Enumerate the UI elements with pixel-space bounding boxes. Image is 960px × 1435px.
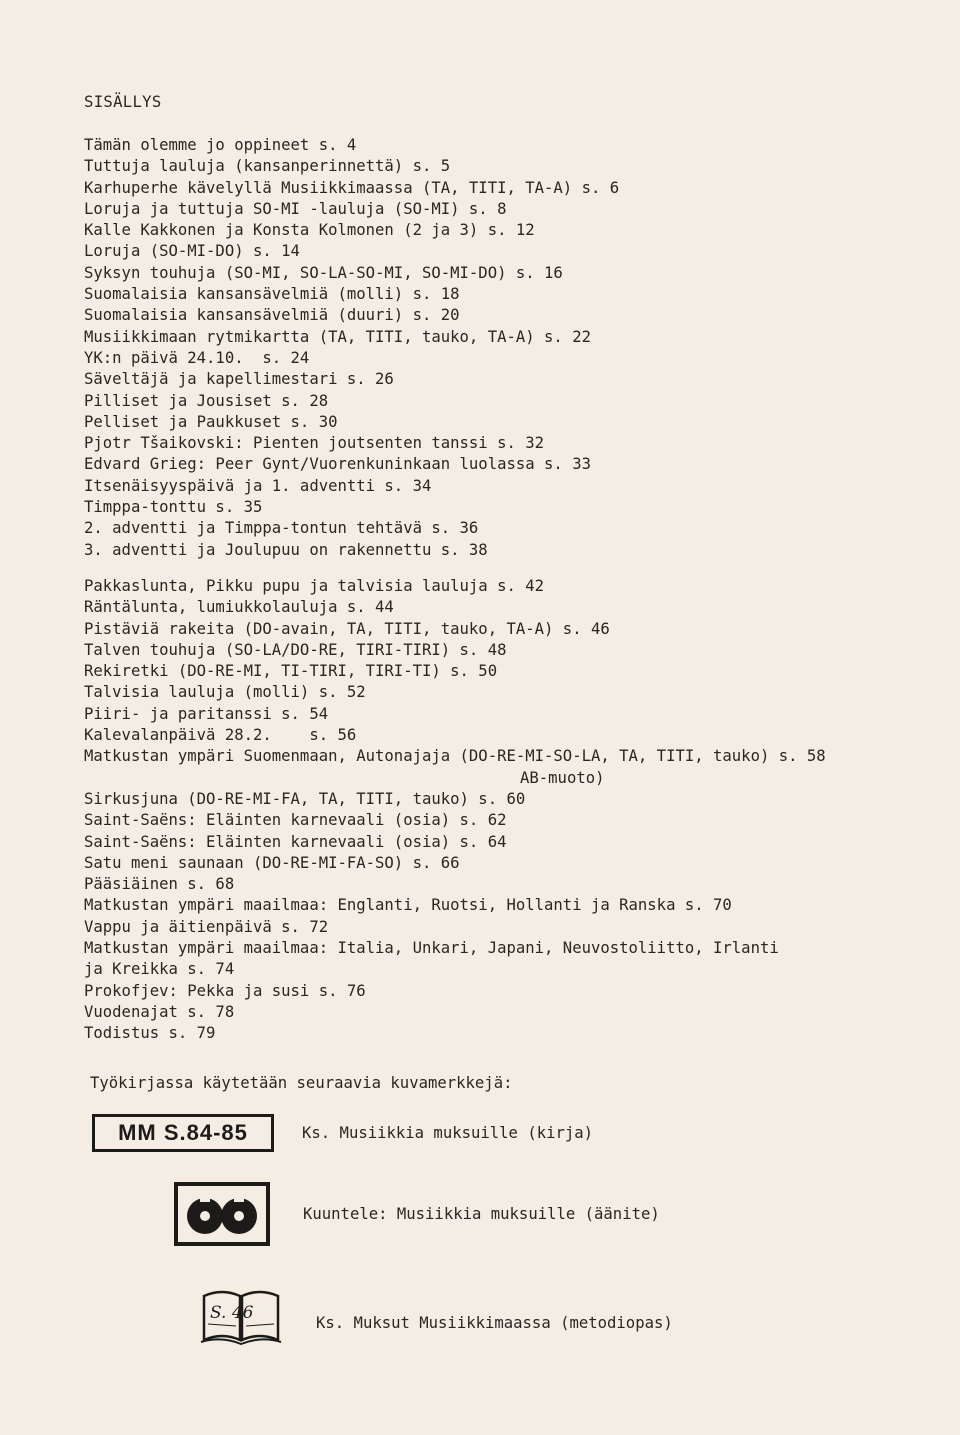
toc-entry-text: Suomalaisia kansansävelmiä (molli) s. 18 (84, 285, 460, 304)
toc-entry (84, 476, 944, 497)
toc-entry-text: Itsenäisyyspäivä ja 1. adventti s. 34 (84, 476, 432, 495)
toc-entry-text: Piiri- ja paritanssi s. 54 (84, 704, 329, 723)
toc-entry (84, 263, 944, 284)
toc-entry-text: Matkustan ympäri Suomenmaan, Autonajaja (DO-RE-MI-SO-LA, TA, TITI, tauko) s. 58 (84, 747, 826, 766)
legend-item-book (92, 1114, 593, 1152)
toc-entry-text: Pelliset ja Paukkuset s. 30 (84, 412, 338, 431)
toc-entry-text: Timppa-tonttu s. 35 (84, 498, 263, 517)
toc-entry-text: Räntälunta, lumiukkolauluja s. 44 (84, 598, 394, 617)
toc-entry (84, 725, 944, 746)
open-book-icon (198, 1284, 284, 1344)
toc-entry (84, 412, 944, 433)
toc-entry (84, 597, 944, 618)
toc-entry-text: Pjotr Tšaikovski: Pienten joutsenten tanssi s. 32 (84, 434, 545, 453)
legend-text: Ks. Musiikkia muksuille (kirja) (302, 1124, 594, 1142)
legend-item-recording (174, 1182, 660, 1246)
toc-entry-text: Pakkaslunta, Pikku pupu ja talvisia lauluja s. 42 (84, 576, 545, 595)
toc-entry (84, 853, 944, 874)
toc-entry-text: Loruja (SO-MI-DO) s. 14 (84, 242, 300, 261)
toc-entry-text: Pistäviä rakeita (DO-avain, TA, TITI, tauko, TA-A) s. 46 (84, 619, 610, 638)
table-of-contents (84, 135, 944, 1044)
toc-entry-text: 3. adventti ja Joulupuu on rakennettu s. 38 (84, 540, 488, 559)
toc-section (84, 576, 944, 1045)
toc-entry-text: Tuttuja lauluja (kansanperinnettä) s. 5 (84, 157, 451, 176)
toc-entry (84, 576, 944, 597)
toc-entry-text: Matkustan ympäri maailmaa: Englanti, Ruotsi, Hollanti ja Ranska s. 70 (84, 896, 732, 915)
toc-entry (84, 540, 944, 561)
toc-entry (84, 178, 944, 199)
toc-entry-text: Edvard Grieg: Peer Gynt/Vuorenkuninkaan luolassa s. 33 (84, 455, 591, 474)
toc-entry (84, 199, 944, 220)
book-page-label: S. 46 (210, 1303, 254, 1323)
toc-entry-text: Satu meni saunaan (DO-RE-MI-FA-SO) s. 66 (84, 853, 460, 872)
legend-text: Ks. Muksut Musiikkimaassa (metodiopas) (316, 1314, 673, 1332)
toc-entry (84, 327, 944, 348)
toc-entry-text: Talven touhuja (SO-LA/DO-RE, TIRI-TIRI) s. 48 (84, 640, 507, 659)
toc-entry-text: Syksyn touhuja (SO-MI, SO-LA-SO-MI, SO-MI-DO) s. 16 (84, 263, 563, 282)
toc-entry (84, 917, 944, 938)
toc-entry (84, 454, 944, 475)
toc-entry-text: Saint-Saëns: Eläinten karnevaali (osia) s. 64 (84, 832, 507, 851)
toc-entry-continuation: ja Kreikka s. 74 (84, 960, 235, 979)
toc-entry (84, 497, 944, 518)
page-title: SISÄLLYS (84, 93, 162, 111)
toc-entry-text: Vappu ja äitienpäivä s. 72 (84, 917, 329, 936)
toc-entry (84, 433, 944, 454)
toc-entry (84, 1002, 944, 1023)
toc-section (84, 135, 944, 561)
toc-entry-text: Tämän olemme jo oppineet s. 4 (84, 136, 357, 154)
toc-entry (84, 640, 944, 661)
toc-entry-text: Vuodenajat s. 78 (84, 1002, 235, 1021)
toc-entry (84, 284, 944, 305)
legend-intro: Työkirjassa käytetään seuraavia kuvamerkkejä: (90, 1074, 513, 1092)
toc-entry (84, 220, 944, 241)
toc-entry-text: Sirkusjuna (DO-RE-MI-FA, TA, TITI, tauko) s. 60 (84, 789, 526, 808)
toc-entry (84, 156, 944, 177)
toc-entry (84, 305, 944, 326)
mm-page-box-icon: MM S.84-85 (92, 1114, 274, 1152)
toc-entry (84, 746, 944, 789)
toc-entry (84, 348, 944, 369)
toc-entry-text: Saint-Saëns: Eläinten karnevaali (osia) s. 62 (84, 811, 507, 830)
legend-item-guide (198, 1284, 673, 1344)
toc-entry (84, 1023, 944, 1044)
toc-entry (84, 895, 944, 916)
toc-entry (84, 241, 944, 262)
toc-entry-text: Prokofjev: Pekka ja susi s. 76 (84, 981, 366, 1000)
toc-entry (84, 704, 944, 725)
legend-text: Kuuntele: Musiikkia muksuille (äänite) (303, 1205, 660, 1223)
toc-entry-text: Musiikkimaan rytmikartta (TA, TITI, tauko, TA-A) s. 22 (84, 327, 591, 346)
toc-entry (84, 789, 944, 810)
tape-reels-icon (174, 1182, 270, 1246)
toc-entry-text: Todistus s. 79 (84, 1024, 216, 1043)
toc-entry-text: Pilliset ja Jousiset s. 28 (84, 391, 329, 410)
toc-entry (84, 619, 944, 640)
toc-entry (84, 391, 944, 412)
toc-entry (84, 938, 944, 981)
toc-entry (84, 369, 944, 390)
toc-entry-text: Kalevalanpäivä 28.2. s. 56 (84, 726, 357, 745)
toc-entry-text: Loruja ja tuttuja SO-MI -lauluja (SO-MI) s. 8 (84, 199, 507, 218)
toc-entry-text: Karhuperhe kävelyllä Musiikkimaassa (TA, TITI, TA-A) s. 6 (84, 178, 620, 197)
toc-entry (84, 682, 944, 703)
toc-entry (84, 832, 944, 853)
toc-entry (84, 981, 944, 1002)
toc-entry-text: Rekiretki (DO-RE-MI, TI-TIRI, TIRI-TI) s. 50 (84, 662, 498, 681)
toc-entry (84, 874, 944, 895)
toc-entry-text: Talvisia lauluja (molli) s. 52 (84, 683, 366, 702)
toc-entry-text: YK:n päivä 24.10. s. 24 (84, 348, 310, 367)
toc-entry-text: Pääsiäinen s. 68 (84, 875, 235, 894)
toc-entry-text: Matkustan ympäri maailmaa: Italia, Unkari, Japani, Neuvostoliitto, Irlanti (84, 938, 779, 957)
toc-entry-text: Kalle Kakkonen ja Konsta Kolmonen (2 ja 3) s. 12 (84, 221, 535, 240)
toc-entry (84, 810, 944, 831)
toc-entry-text: Säveltäjä ja kapellimestari s. 26 (84, 370, 394, 389)
toc-entry-continuation: AB-muoto) (520, 768, 605, 787)
toc-entry-text: Suomalaisia kansansävelmiä (duuri) s. 20 (84, 306, 460, 325)
toc-entry (84, 661, 944, 682)
toc-entry-text: 2. adventti ja Timppa-tontun tehtävä s. 36 (84, 519, 479, 538)
toc-entry (84, 518, 944, 539)
toc-entry (84, 135, 944, 156)
